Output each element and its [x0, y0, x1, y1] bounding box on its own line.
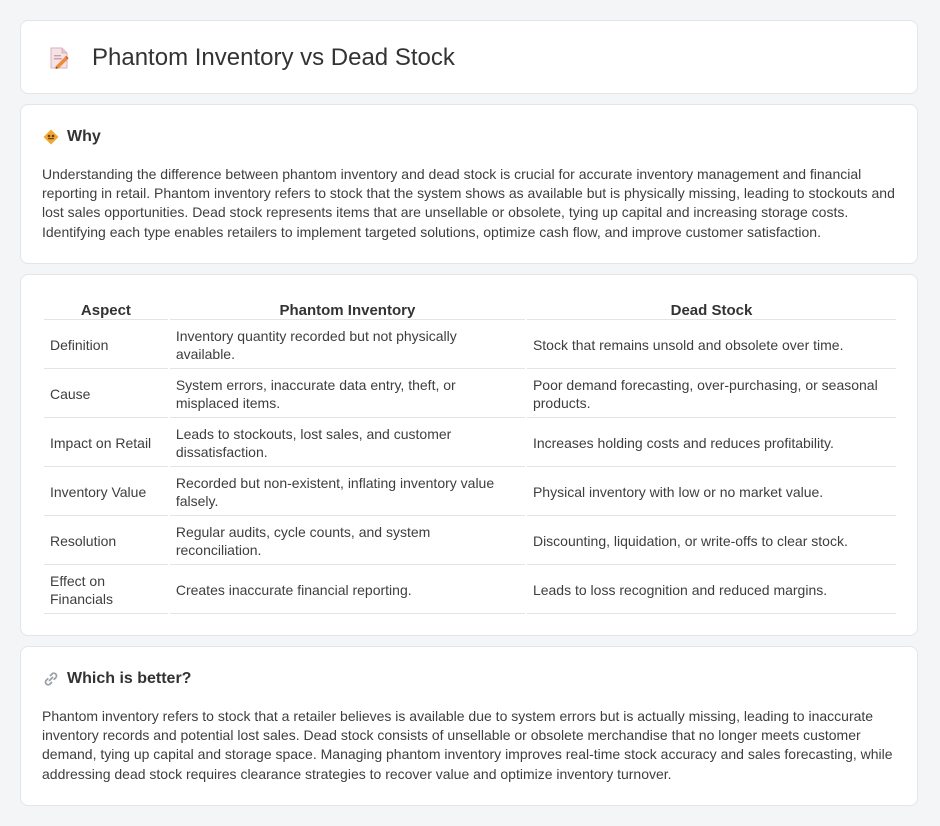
page-title: Phantom Inventory vs Dead Stock: [92, 44, 455, 71]
phantom-cell: Recorded but non-existent, inflating inventory value falsely.: [170, 469, 525, 516]
aspect-cell: Cause: [44, 371, 168, 418]
document-pencil-icon: [47, 46, 71, 70]
which-is-better-text: Phantom inventory refers to stock that a retailer believes is available due to system errors but is actually missing, leading to inaccurate inventory records and potential lost sales. Dead stock consists of unsellable or obsolete merchandise that no longer meets customer demand, tying up capital and storage space. Managing phantom inventory improves real-time stock accuracy and sales forecasting, while addressing dead stock requires clearance strategies to recover value and optimize inventory turnover.: [42, 708, 893, 782]
table-row: [44, 322, 896, 369]
header-phantom-inventory: Phantom Inventory: [170, 298, 525, 320]
which-is-better-heading-text: Which is better?: [67, 670, 192, 687]
header-aspect: Aspect: [44, 298, 168, 320]
why-section: [20, 104, 918, 264]
aspect-cell: Resolution: [44, 518, 168, 565]
diamond-pin-icon: [43, 129, 59, 145]
phantom-cell: Leads to stockouts, lost sales, and customer dissatisfaction.: [170, 420, 525, 467]
comparison-table-card: [20, 274, 918, 636]
why-heading-text: Why: [67, 128, 101, 145]
table-row: [44, 371, 896, 418]
dead-stock-cell: Poor demand forecasting, over-purchasing, or seasonal products.: [527, 371, 896, 418]
aspect-cell: Definition: [44, 322, 168, 369]
phantom-cell: Creates inaccurate financial reporting.: [170, 567, 525, 614]
dead-stock-cell: Leads to loss recognition and reduced margins.: [527, 567, 896, 614]
dead-stock-cell: Stock that remains unsold and obsolete over time.: [527, 322, 896, 369]
phantom-cell: Inventory quantity recorded but not physically available.: [170, 322, 525, 369]
dead-stock-cell: Physical inventory with low or no market value.: [527, 469, 896, 516]
table-row: [44, 567, 896, 614]
phantom-cell: Regular audits, cycle counts, and system reconciliation.: [170, 518, 525, 565]
dead-stock-cell: Discounting, liquidation, or write-offs to clear stock.: [527, 518, 896, 565]
header-card: [20, 20, 918, 94]
comparison-table: [42, 296, 898, 616]
which-is-better-section: [20, 646, 918, 806]
header-dead-stock: Dead Stock: [527, 298, 896, 320]
which-is-better-heading: [43, 669, 191, 689]
dead-stock-cell: Increases holding costs and reduces profitability.: [527, 420, 896, 467]
table-row: [44, 518, 896, 565]
link-icon: [43, 671, 59, 687]
aspect-cell: Impact on Retail: [44, 420, 168, 467]
phantom-cell: System errors, inaccurate data entry, theft, or misplaced items.: [170, 371, 525, 418]
table-row: [44, 469, 896, 516]
aspect-cell: Inventory Value: [44, 469, 168, 516]
table-header-row: [44, 298, 896, 320]
why-heading: [43, 127, 101, 147]
why-text: Understanding the difference between phantom inventory and dead stock is crucial for accurate inventory management and financial reporting in retail. Phantom inventory refers to stock that the system shows as available but is physically missing, leading to stockouts and lost sales opportunities. Dead stock represents items that are unsellable or obsolete, tying up capital and increasing storage costs. Identifying each type enables retailers to implement targeted solutions, optimize cash flow, and improve customer satisfaction.: [42, 166, 895, 240]
aspect-cell: Effect on Financials: [44, 567, 168, 614]
table-row: [44, 420, 896, 467]
